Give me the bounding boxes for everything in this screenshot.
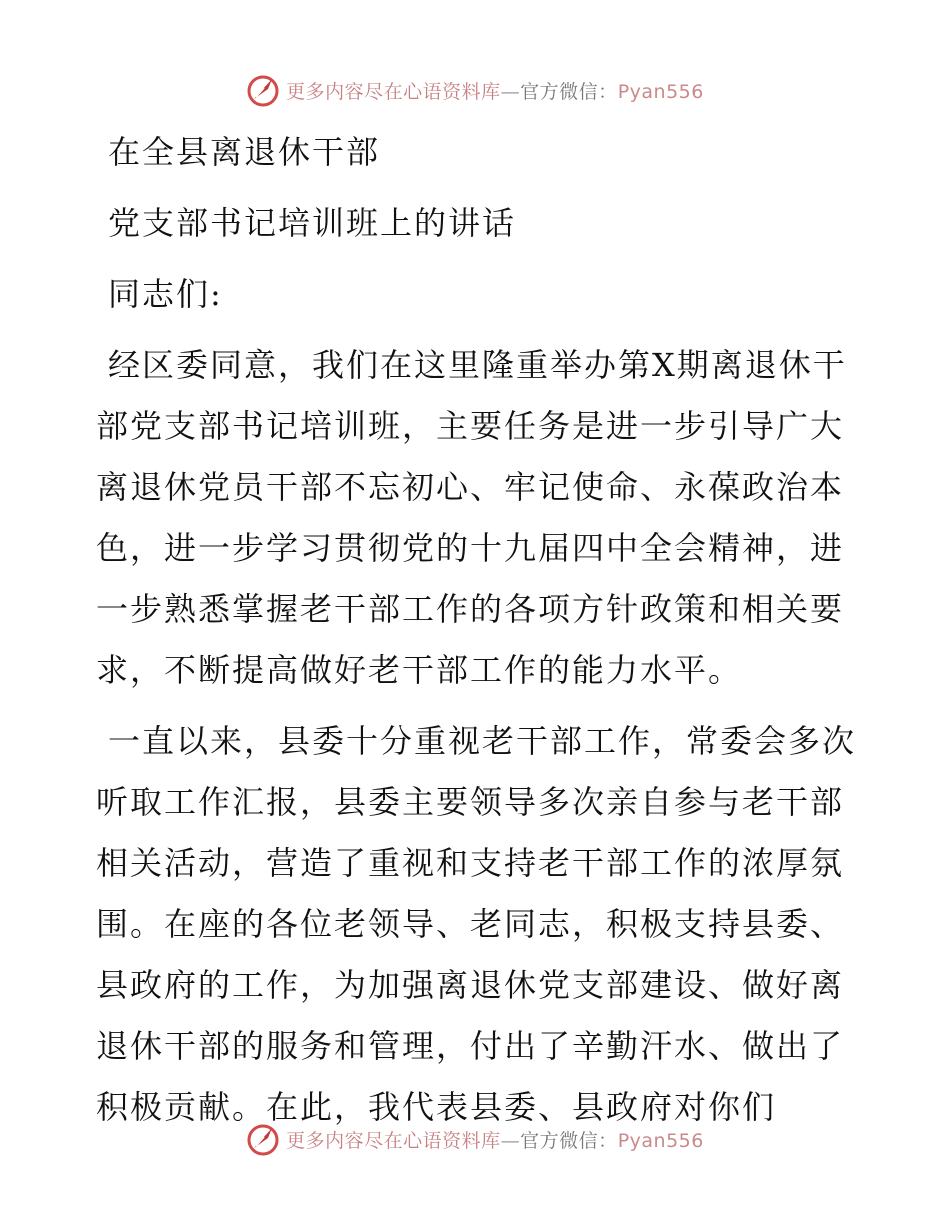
greeting: 同志们: <box>108 275 223 313</box>
title-line-2: 党支部书记培训班上的讲话 <box>108 204 517 242</box>
footer-watermark <box>0 1119 950 1159</box>
watermark-text <box>286 1126 704 1153</box>
quill-logo-icon <box>246 1122 280 1156</box>
quill-logo-icon <box>246 73 280 107</box>
watermark-label: 官方微信： <box>520 80 618 103</box>
watermark-text <box>286 77 704 104</box>
title-line-1: 在全县离退休干部 <box>108 133 381 171</box>
watermark-brand: 更多内容尽在心语资料库 <box>286 1129 501 1152</box>
paragraph-1: 经区委同意，我们在这里隆重举办第X期离退休干部党支部书记培训班，主要任务是进一步引导广大离退休党员干部不忘初心、牢记使命、永葆政治本色，进一步学习贯彻党的十九届四中全会精神，进一步熟悉掌握老干部工作的各项方针政策和相关要求，不断提高做好老干部工作的能力水平。 <box>96 346 847 689</box>
paragraph-2: 一直以来，县委十分重视老干部工作，常委会多次听取工作汇报，县委主要领导多次亲自参与老干部相关活动，营造了重视和支持老干部工作的浓厚氛围。在座的各位老领导、老同志，积极支持县委、县政府的工作，为加强离退休党支部建设、做好离退休干部的服务和管理，付出了辛勤汗水、做出了积极贡献。在此，我代表县委、县政府对你们 <box>96 722 857 1126</box>
watermark-label: 官方微信： <box>520 1129 618 1152</box>
watermark-separator: — <box>500 1129 521 1152</box>
watermark-brand: 更多内容尽在心语资料库 <box>286 80 501 103</box>
document-body <box>96 122 856 1148</box>
watermark-handle: Pyan556 <box>617 1129 704 1152</box>
header-watermark <box>0 70 950 110</box>
watermark-handle: Pyan556 <box>617 80 704 103</box>
watermark-separator: — <box>500 80 521 103</box>
